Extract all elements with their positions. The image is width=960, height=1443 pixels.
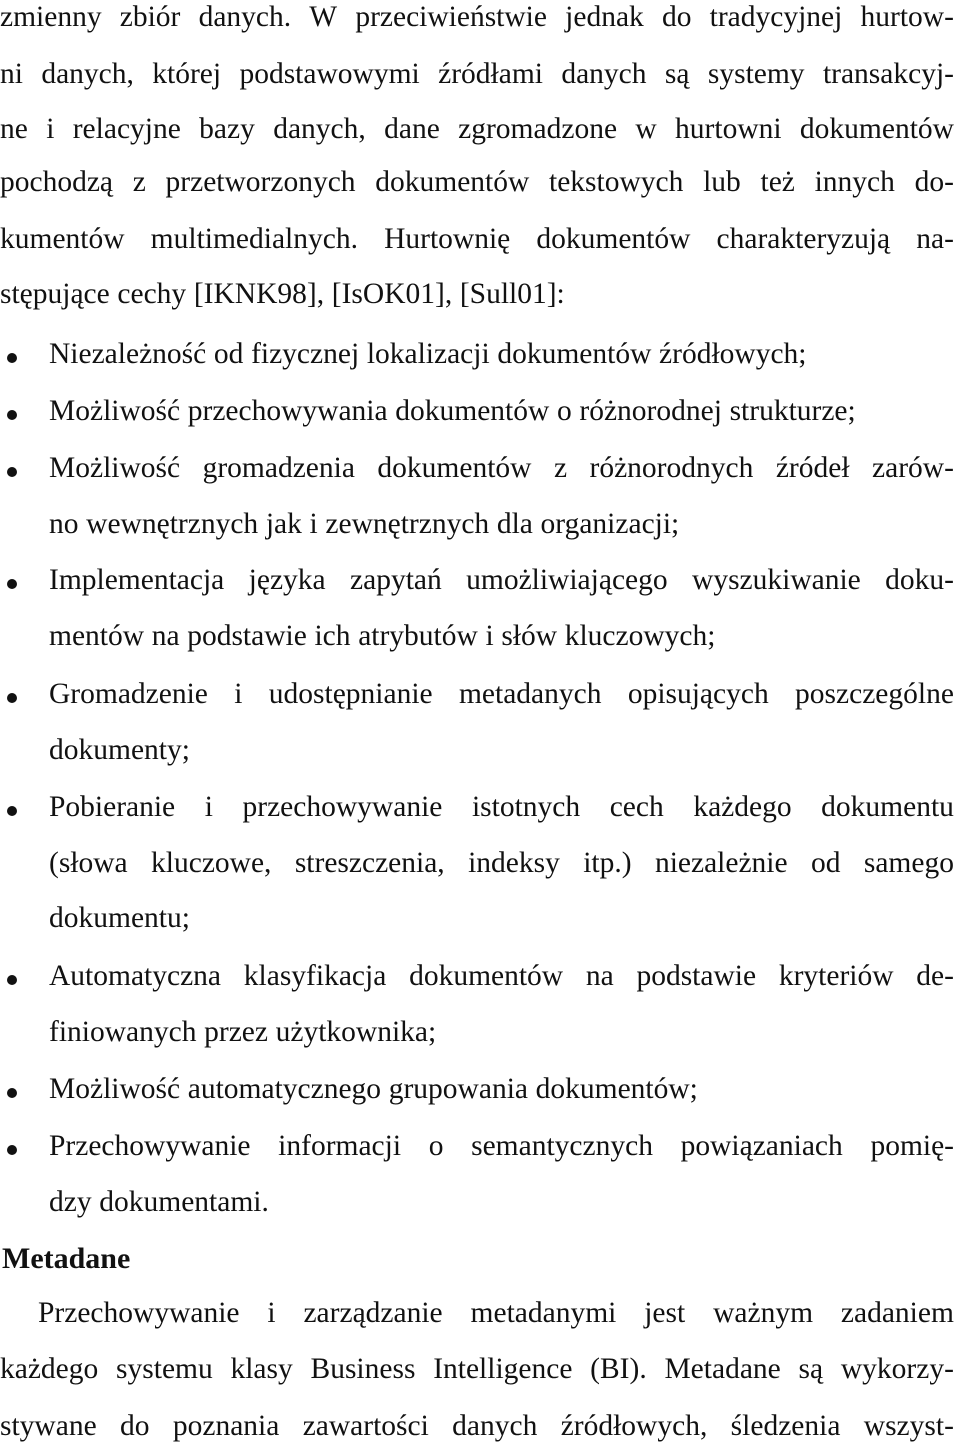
word: dla: [496, 508, 533, 540]
feature-line: [49, 340, 807, 370]
word: charakteryzują: [716, 223, 891, 255]
bullet-icon: [7, 1088, 17, 1098]
word: użytkownika;: [275, 1016, 437, 1048]
word: zewnętrznych: [325, 508, 490, 540]
word: pochodzą: [0, 166, 114, 198]
word: Przechowywanie: [38, 1297, 240, 1329]
word: atrybutów: [358, 620, 478, 652]
word: cechy: [117, 278, 187, 310]
word: języka: [248, 564, 326, 596]
word: zgromadzone: [458, 113, 618, 145]
word: lub: [703, 166, 741, 198]
word: śledzenia: [730, 1410, 841, 1442]
word: informacji: [278, 1130, 402, 1162]
word: też: [760, 166, 795, 198]
word: stywane: [0, 1410, 97, 1442]
word: na-: [916, 223, 954, 255]
word: (słowa: [49, 847, 128, 879]
word: opisujących: [627, 678, 769, 710]
word: kluczowe,: [151, 847, 272, 879]
word: Metadane: [664, 1353, 781, 1385]
word: do: [120, 1410, 150, 1442]
word: [IKNK98],: [193, 278, 325, 310]
section-heading: Metadane: [2, 1242, 131, 1275]
word: i: [234, 678, 243, 710]
intro-line: [0, 60, 954, 90]
word: itp.): [583, 847, 632, 879]
bullet-icon: [7, 1145, 17, 1155]
feature-line: [49, 1132, 954, 1162]
word: danych.: [198, 1, 292, 33]
word: wewnętrznych: [86, 508, 259, 540]
metadata-line: [38, 1299, 954, 1329]
word: grupowania: [388, 1073, 528, 1105]
word: podstawowymi: [239, 58, 420, 90]
word: na: [151, 620, 180, 652]
word: każdego: [693, 791, 792, 823]
word: której: [152, 58, 222, 90]
word: innych: [814, 166, 895, 198]
word: i: [204, 791, 213, 823]
word: no: [49, 508, 79, 540]
word: hurtow-: [860, 1, 954, 33]
word: poszczególne: [795, 678, 954, 710]
word: dokumentów: [536, 223, 691, 255]
word: z: [132, 166, 146, 198]
word: W: [309, 1, 338, 33]
word: klasy: [230, 1353, 293, 1385]
word: Intelligence: [433, 1353, 573, 1385]
word: systemy: [707, 58, 805, 90]
word: o: [556, 395, 572, 427]
word: dokumentu;: [49, 902, 190, 934]
word: źródłami: [438, 58, 543, 90]
word: dokumentów: [375, 166, 530, 198]
word: dokumentów: [395, 395, 550, 427]
feature-line: [49, 849, 954, 879]
word: dokumentami.: [99, 1186, 269, 1218]
word: kluczowych;: [564, 620, 716, 652]
feature-line: [49, 510, 679, 540]
word: (BI).: [590, 1353, 647, 1385]
word: w: [635, 113, 657, 145]
feature-line: [49, 397, 856, 427]
intro-line: [0, 280, 565, 310]
word: przetworzonych: [165, 166, 356, 198]
word: mentów: [49, 620, 145, 652]
word: tekstowych: [549, 166, 684, 198]
word: Niezależność: [49, 338, 207, 370]
word: zawartości: [302, 1410, 429, 1442]
word: multimedialnych.: [150, 223, 358, 255]
bullet-icon: [7, 579, 17, 589]
word: Przechowywanie: [49, 1130, 251, 1162]
word: Możliwość: [49, 452, 181, 484]
word: źródłowych,: [560, 1410, 708, 1442]
word: zadaniem: [840, 1297, 954, 1329]
feature-line: [49, 680, 954, 710]
word: [IsOK01],: [331, 278, 453, 310]
word: istotnych: [471, 791, 581, 823]
word: Gromadzenie: [49, 678, 208, 710]
word: różnorodnych: [589, 452, 754, 484]
word: lokalizacji: [366, 338, 490, 370]
word: automatycznego: [187, 1073, 382, 1105]
bullet-icon: [7, 353, 17, 363]
word: jednak: [565, 1, 644, 33]
word: i: [309, 508, 318, 540]
feature-line: [49, 904, 190, 934]
word: de-: [916, 960, 954, 992]
word: ni: [0, 58, 23, 90]
word: semantycznych: [471, 1130, 653, 1162]
word: danych: [561, 58, 647, 90]
bullet-icon: [7, 806, 17, 816]
word: Możliwość: [49, 395, 181, 427]
word: ich: [314, 620, 351, 652]
intro-line: [0, 225, 954, 255]
word: metadanych: [458, 678, 602, 710]
word: podstawie: [636, 960, 757, 992]
bullet-icon: [7, 467, 17, 477]
word: zmienny: [0, 1, 102, 33]
bullet-icon: [7, 693, 17, 703]
word: jak: [265, 508, 302, 540]
word: dokumentu: [821, 791, 954, 823]
word: transakcyj-: [822, 58, 954, 90]
word: udostępnianie: [268, 678, 433, 710]
word: zarządzanie: [303, 1297, 443, 1329]
word: przeciwieństwie: [355, 1, 547, 33]
word: podstawie: [187, 620, 307, 652]
word: dokumentów: [409, 960, 564, 992]
word: kryteriów: [778, 960, 894, 992]
word: Implementacja: [49, 564, 225, 596]
word: dane: [384, 113, 440, 145]
word: organizacji;: [540, 508, 680, 540]
word: zapytań: [350, 564, 442, 596]
word: do: [661, 1, 692, 33]
word: stępujące: [0, 278, 110, 310]
word: Automatyczna: [49, 960, 222, 992]
word: wykorzy-: [840, 1353, 954, 1385]
word: danych,: [41, 58, 134, 90]
word: różnorodnej: [579, 395, 722, 427]
word: dokumentów;: [535, 1073, 698, 1105]
word: relacyjne: [72, 113, 181, 145]
feature-line: [49, 793, 954, 823]
word: źródłowych;: [659, 338, 807, 370]
word: ważnym: [713, 1297, 814, 1329]
word: przechowywanie: [242, 791, 443, 823]
intro-line: [0, 3, 954, 33]
word: zarów-: [872, 452, 954, 484]
word: strukturze;: [729, 395, 856, 427]
intro-line: [0, 168, 954, 198]
feature-line: [49, 1018, 436, 1048]
word: wyszukiwanie: [692, 564, 861, 596]
bullet-icon: [7, 975, 17, 985]
word: cech: [609, 791, 664, 823]
word: Możliwość: [49, 1073, 181, 1105]
word: słów: [501, 620, 558, 652]
feature-line: [49, 1075, 698, 1105]
word: pomię-: [870, 1130, 954, 1162]
word: poznania: [172, 1410, 280, 1442]
bullet-icon: [7, 410, 17, 420]
feature-line: [49, 622, 715, 652]
word: ne: [0, 113, 28, 145]
word: przez: [204, 1016, 268, 1048]
word: i: [46, 113, 55, 145]
metadata-line: [0, 1412, 954, 1442]
word: z: [553, 452, 568, 484]
word: Pobieranie: [49, 791, 176, 823]
word: jest: [644, 1297, 686, 1329]
metadata-line: [0, 1355, 954, 1385]
word: Business: [310, 1353, 416, 1385]
word: hurtowni: [675, 113, 782, 145]
word: dokumentów: [799, 113, 954, 145]
word: na: [585, 960, 614, 992]
feature-line: [49, 1188, 269, 1218]
word: od: [213, 338, 244, 370]
word: metadanymi: [470, 1297, 617, 1329]
word: systemu: [116, 1353, 213, 1385]
word: indeksy: [468, 847, 560, 879]
intro-line: [0, 115, 954, 145]
word: dokumenty;: [49, 734, 190, 766]
word: dokumentów: [377, 452, 532, 484]
word: klasyfikacja: [243, 960, 387, 992]
word: streszczenia,: [294, 847, 445, 879]
feature-line: [49, 962, 954, 992]
word: i: [485, 620, 494, 652]
word: Hurtownię: [384, 223, 511, 255]
word: są: [798, 1353, 824, 1385]
word: niezależnie: [654, 847, 788, 879]
word: tradycyjnej: [709, 1, 843, 33]
word: o: [428, 1130, 444, 1162]
word: dokumentów: [497, 338, 652, 370]
word: [Sull01]:: [459, 278, 565, 310]
word: źródeł: [775, 452, 850, 484]
word: fizycznej: [251, 338, 360, 370]
feature-line: [49, 454, 954, 484]
feature-line: [49, 736, 190, 766]
word: kumentów: [0, 223, 125, 255]
word: umożliwiającego: [466, 564, 668, 596]
word: są: [664, 58, 690, 90]
word: i: [267, 1297, 276, 1329]
word: zbiór: [119, 1, 181, 33]
word: przechowywania: [187, 395, 388, 427]
word: bazy: [199, 113, 255, 145]
feature-line: [49, 566, 954, 596]
word: doku-: [885, 564, 954, 596]
word: od: [810, 847, 841, 879]
word: danych: [452, 1410, 538, 1442]
word: gromadzenia: [202, 452, 355, 484]
word: dzy: [49, 1186, 92, 1218]
word: samego: [863, 847, 954, 879]
word: finiowanych: [49, 1016, 197, 1048]
word: każdego: [0, 1353, 99, 1385]
word: do-: [914, 166, 954, 198]
word: wszyst-: [863, 1410, 954, 1442]
word: powiązaniach: [680, 1130, 843, 1162]
word: danych,: [273, 113, 366, 145]
